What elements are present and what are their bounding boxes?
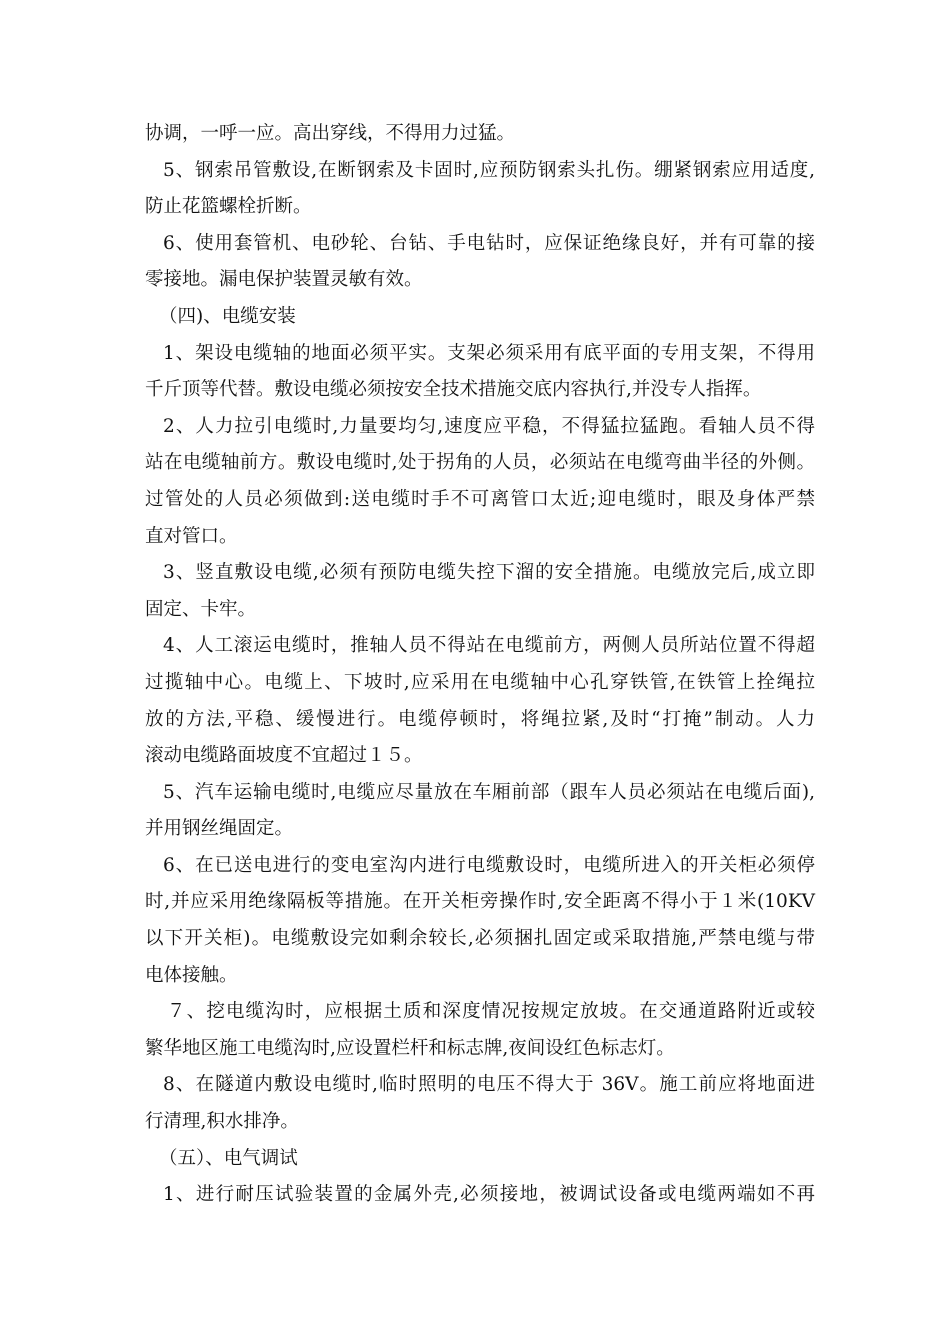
text-line: 固定、卡牢。 (145, 598, 257, 620)
text-line: 放的方法,平稳、缓慢进行。电缆停顿时，将绳拉紧,及时“打掩”制动。人力 (145, 708, 815, 730)
text-line: 过管处的人员必须做到:送电缆时手不可离管口太近;迎电缆时，眼及身体严禁 (145, 488, 815, 510)
text-line: 4、人工滚运电缆时，推轴人员不得站在电缆前方，两侧人员所站位置不得超 (163, 635, 815, 657)
text-line: 过揽轴中心。电缆上、下坡时,应采用在电缆轴中心孔穿铁管,在铁管上拴绳拉 (145, 671, 815, 693)
text-line: 零接地。漏电保护装置灵敏有效。 (145, 269, 423, 291)
text-line: 繁华地区施工电缆沟时,应设置栏杆和标志牌,夜间设红色标志灯。 (145, 1037, 675, 1059)
text-line: 6、在已送电进行的变电室沟内进行电缆敷设时，电缆所进入的开关柜必须停 (163, 854, 815, 876)
text-line: 协调，一呼一应。高出穿线，不得用力过猛。 (145, 123, 516, 144)
text-line: 并用钢丝绳固定。 (145, 818, 294, 840)
text-line: 2、人力拉引电缆时,力量要均匀,速度应平稳，不得猛拉猛跑。看轴人员不得 (163, 415, 815, 437)
text-line: 8、在隧道内敷设电缆时,临时照明的电压不得大于 36V。施工前应将地面进 (163, 1074, 815, 1096)
text-line: 1、进行耐压试验装置的金属外壳,必须接地，被调试设备或电缆两端如不再 (163, 1184, 815, 1206)
text-line: 6、使用套管机、电砂轮、台钻、手电钻时，应保证绝缘良好，并有可靠的接 (163, 232, 815, 254)
section-heading: （五）、电气调试 (159, 1147, 298, 1169)
document-body (145, 116, 815, 1214)
text-line: 3、竖直敷设电缆,必须有预防电缆失控下溜的安全措施。电缆放完后,成立即 (163, 562, 815, 584)
text-line: 时,并应采用绝缘隔板等措施。在开关柜旁操作时,安全距离不得小于１米(10KV (145, 891, 815, 913)
text-line: 5、钢索吊管敷设,在断钢索及卡固时,应预防钢索头扎伤。绷紧钢索应用适度, (163, 159, 815, 181)
text-line: 以下开关柜)。电缆敷设完如剩余较长,必须捆扎固定或采取措施,严禁电缆与带 (145, 928, 815, 950)
text-line: 行清理,积水排净。 (145, 1111, 299, 1133)
text-line: 滚动电缆路面坡度不宜超过１５。 (145, 745, 423, 767)
text-line: 电体接触。 (145, 964, 238, 986)
text-line: 5、汽车运输电缆时,电缆应尽量放在车厢前部（跟车人员必须站在电缆后面), (163, 781, 815, 803)
text-line: 站在电缆轴前方。敷设电缆时,处于拐角的人员，必须站在电缆弯曲半径的外侧。 (145, 452, 815, 474)
text-line: 防止花篮螺栓折断。 (145, 196, 312, 218)
text-line: 直对管口。 (145, 525, 238, 547)
text-line: ７、挖电缆沟时，应根据土质和深度情况按规定放坡。在交通道路附近或较 (167, 1001, 815, 1023)
text-line: 1、架设电缆轴的地面必须平实。支架必须采用有底平面的专用支架，不得用 (163, 342, 815, 364)
section-heading: （四)、电缆安装 (159, 305, 296, 327)
text-line: 千斤顶等代替。敷设电缆必须按安全技术措施交底内容执行,并没专人指挥。 (145, 379, 762, 401)
